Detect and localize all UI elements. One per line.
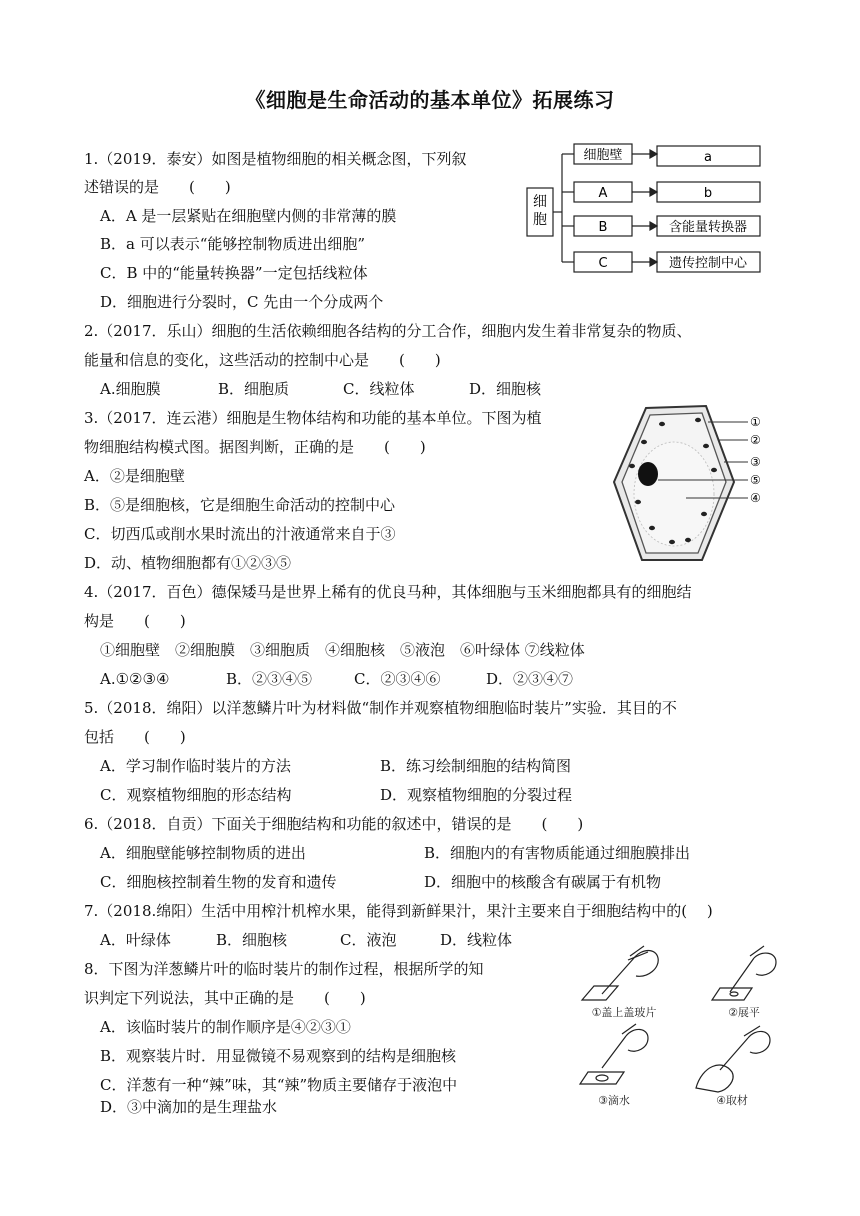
concept-map-result-3: 含能量转换器 xyxy=(668,220,748,235)
question-5-option-a: A．学习制作临时装片的方法 xyxy=(100,757,291,775)
step-caption-1: ①盖上盖玻片 xyxy=(591,1006,657,1019)
concept-map-root-char1: 细 xyxy=(533,194,547,210)
question-4-option-c: C．②③④⑥ xyxy=(354,670,441,688)
plant-cell-figure xyxy=(602,402,777,571)
concept-map-box-label-1: 细胞壁 xyxy=(583,148,623,163)
question-6-option-c: C．细胞核控制着生物的发育和遗传 xyxy=(100,873,337,891)
question-5-stem-line2: 包括 ( ) xyxy=(84,728,186,746)
concept-map-box-label-3: B xyxy=(598,220,608,235)
question-1-stem-line1: 1.（2019．泰安）如图是植物细胞的相关概念图，下列叙 xyxy=(84,150,467,168)
question-1-option-d: D．细胞进行分裂时，C 先由一个分成两个 xyxy=(100,293,384,311)
question-5-stem-line1: 5.（2018．绵阳）以洋葱鳞片叶为材料做“制作并观察植物细胞临时装片”实验．其目的不 xyxy=(84,699,677,717)
question-7-stem-line1: 7.（2018.绵阳）生活中用榨汁机榨水果，能得到新鲜果汁，果汁主要来自于细胞结构中的( ) xyxy=(84,902,713,920)
question-2-option-a: A.细胞膜 xyxy=(100,380,161,398)
question-3-stem-line1: 3.（2017．连云港）细胞是生物体结构和功能的基本单位。下图为植 xyxy=(84,409,542,427)
question-8-option-a: A．该临时装片的制作顺序是④②③① xyxy=(100,1018,351,1036)
question-3-option-d: D．动、植物细胞都有①②③⑤ xyxy=(84,554,292,572)
question-2-option-c: C．线粒体 xyxy=(343,380,415,398)
question-2-option-b: B．细胞质 xyxy=(218,380,290,398)
question-3-stem-line2: 物细胞结构模式图。据图判断，正确的是 ( ) xyxy=(84,438,426,456)
slide-preparation-figure xyxy=(572,938,786,1118)
cell-label-4: ④ xyxy=(750,491,761,505)
step-caption-2: ②展平 xyxy=(728,1006,760,1019)
step-caption-3: ③滴水 xyxy=(598,1094,630,1107)
question-4-option-a: A.①②③④ xyxy=(100,670,170,688)
question-6-option-d: D．细胞中的核酸含有碳属于有机物 xyxy=(424,873,662,891)
concept-map-result-1: a xyxy=(704,150,712,165)
question-1-option-b: B．a 可以表示“能够控制物质进出细胞” xyxy=(100,235,366,253)
question-1-option-c: C．B 中的“能量转换器”一定包括线粒体 xyxy=(100,264,368,282)
cell-label-1: ① xyxy=(750,415,761,429)
cell-label-2: ② xyxy=(750,433,761,447)
question-4-stem-line1: 4.（2017．百色）德保矮马是世界上稀有的优良马种，其体细胞与玉米细胞都具有的细胞结 xyxy=(84,583,692,601)
concept-map-box-label-2: A xyxy=(598,186,608,201)
question-3-option-c: C．切西瓜或削水果时流出的汁液通常来自于③ xyxy=(84,525,396,543)
concept-map-result-4: 遗传控制中心 xyxy=(668,256,748,271)
question-6-stem-line1: 6.（2018．自贡）下面关于细胞结构和功能的叙述中，错误的是 ( ) xyxy=(84,815,584,833)
concept-map-figure xyxy=(524,140,764,278)
question-8-option-c: C．洋葱有一种“辣”味，其“辣”物质主要储存于液泡中 xyxy=(100,1076,458,1094)
concept-map-root-char2: 胞 xyxy=(533,212,547,228)
concept-map-result-2: b xyxy=(703,186,713,201)
question-4-option-d: D．②③④⑦ xyxy=(486,670,574,688)
question-4-option-b: B．②③④⑤ xyxy=(226,670,313,688)
question-8-option-b: B．观察装片时．用显微镜不易观察到的结构是细胞核 xyxy=(100,1047,457,1065)
cell-label-5: ⑤ xyxy=(750,473,761,487)
question-6-option-b: B．细胞内的有害物质能通过细胞膜排出 xyxy=(424,844,691,862)
page-title: 《细胞是生命活动的基本单位》拓展练习 xyxy=(245,88,615,112)
cell-label-3: ③ xyxy=(750,455,761,469)
question-5-option-b: B．练习绘制细胞的结构简图 xyxy=(380,757,572,775)
question-3-option-b: B．⑤是细胞核，它是细胞生命活动的控制中心 xyxy=(84,496,396,514)
question-1-stem-line2: 述错误的是 ( ) xyxy=(84,178,231,196)
question-5-option-d: D．观察植物细胞的分裂过程 xyxy=(380,786,573,804)
question-3-option-a: A．②是细胞壁 xyxy=(84,467,185,485)
question-8-stem-line2: 识判定下列说法，其中正确的是 ( ) xyxy=(84,989,366,1007)
question-8-option-d: D．③中滴加的是生理盐水 xyxy=(100,1098,278,1116)
cell-nucleus-shape xyxy=(638,462,658,486)
question-2-stem-line1: 2.（2017．乐山）细胞的生活依赖细胞各结构的分工合作，细胞内发生着非常复杂的物质、 xyxy=(84,322,692,340)
concept-map-box-label-4: C xyxy=(598,256,608,271)
step-caption-4: ④取材 xyxy=(716,1094,748,1107)
question-2-stem-line2: 能量和信息的变化，这些活动的控制中心是 ( ) xyxy=(84,351,441,369)
question-5-option-c: C．观察植物细胞的形态结构 xyxy=(100,786,292,804)
question-6-option-a: A．细胞壁能够控制物质的进出 xyxy=(100,844,306,862)
question-7-option-b: B．细胞核 xyxy=(216,931,288,949)
question-7-option-c: C．液泡 xyxy=(340,931,397,949)
question-1-option-a: A．A 是一层紧贴在细胞壁内侧的非常薄的膜 xyxy=(100,207,397,225)
question-4-items: ①细胞壁 ②细胞膜 ③细胞质 ④细胞核 ⑤液泡 ⑥叶绿体 ⑦线粒体 xyxy=(100,641,585,659)
question-8-stem-line1: 8．下图为洋葱鳞片叶的临时装片的制作过程，根据所学的知 xyxy=(84,960,484,978)
question-7-option-d: D．线粒体 xyxy=(440,931,513,949)
question-4-stem-line2: 构是 ( ) xyxy=(84,612,186,630)
question-2-option-d: D．细胞核 xyxy=(469,380,542,398)
question-7-option-a: A．叶绿体 xyxy=(100,931,171,949)
